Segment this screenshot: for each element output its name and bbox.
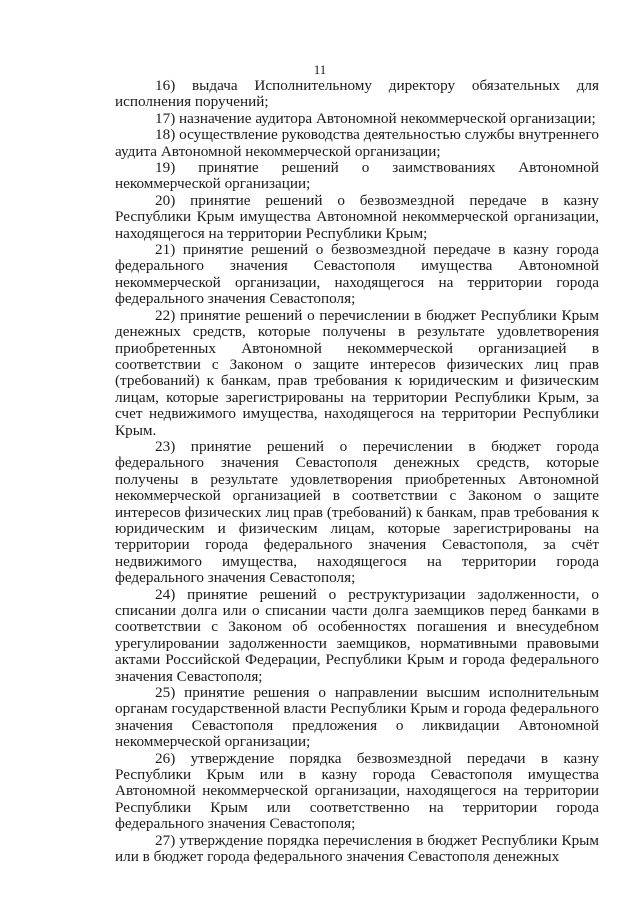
list-item-25: 25) принятие решения о направлении высшим исполнительным органам государственной власти Республики Крым и города федерального значения Севастополя предложения о ликвидации Автономной некоммерческой организации; (115, 684, 599, 751)
list-item-26: 26) утверждение порядка безвозмездной передачи в казну Республики Крым или в казну города Севастополя имущества Автономной некоммерческой организации, находящегося на территории Республики Крым или соответственно на территории города федерального значения Севастополя; (115, 749, 599, 833)
list-item-20: 20) принятие решений о безвозмездной передаче в казну Республики Крым имущества Автономной некоммерческой организации, находящегося на территории Республики Крым; (115, 191, 599, 242)
list-item-27: 27) утверждение порядка перечисления в бюджет Республики Крым или в бюджет города федерального значения Севастополя денежных (115, 831, 599, 866)
document-body (115, 78, 599, 866)
list-item-18: 18) осуществление руководства деятельностью службы внутреннего аудита Автономной некоммерческой организации; (115, 126, 599, 160)
list-item-16: 16) выдача Исполнительному директору обязательных для исполнения поручений; (115, 77, 599, 111)
list-item-23: 23) принятие решений о перечислении в бюджет города федерального значения Севастополя денежных средств, которые получены в результате удовлетворения приобретенных Автономной некоммерческой организацией в соответствии с Законом о защите интересов физических лиц прав (требований) к банкам, прав требования к юридическим и физическим лицам, которые зарегистрированы на территории города федерального значения Севастополя, за счёт недвижимого имущества, находящегося на территории города федерального значения Севастополя; (115, 437, 599, 587)
page-number: 11 (313, 62, 327, 77)
list-item-17: 17) назначение аудитора Автономной некоммерческой организации; (155, 109, 596, 127)
list-item-21: 21) принятие решений о безвозмездной передаче в казну города федерального значения Севастополя имущества Автономной некоммерческой организации, находящегося на территории города федерального значения Севастополя; (115, 241, 599, 308)
list-item-22: 22) принятие решений о перечислении в бюджет Республики Крым денежных средств, которые получены в результате удовлетворения приобретенных Автономной некоммерческой организацией в соответствии с Законом о защите интересов физических лиц прав (требований) к банкам, прав требования к юридическим и физическим лицам, которые зарегистрированы на территории Республики Крым, за счет недвижимого имущества, находящегося на территории Республики Крым. (115, 306, 599, 439)
list-item-19: 19) принятие решений о заимствованиях Автономной некоммерческой организации; (115, 159, 599, 193)
list-item-24: 24) принятие решений о реструктуризации задолженности, о списании долга или о списании части долга заемщиков перед банками в соответствии с Законом об особенностях погашения и внесудебном урегулировании задолженности заемщиков, нормативными правовыми актами Российской Федерации, Республики Крым и города федерального значения Севастополя; (115, 585, 599, 685)
